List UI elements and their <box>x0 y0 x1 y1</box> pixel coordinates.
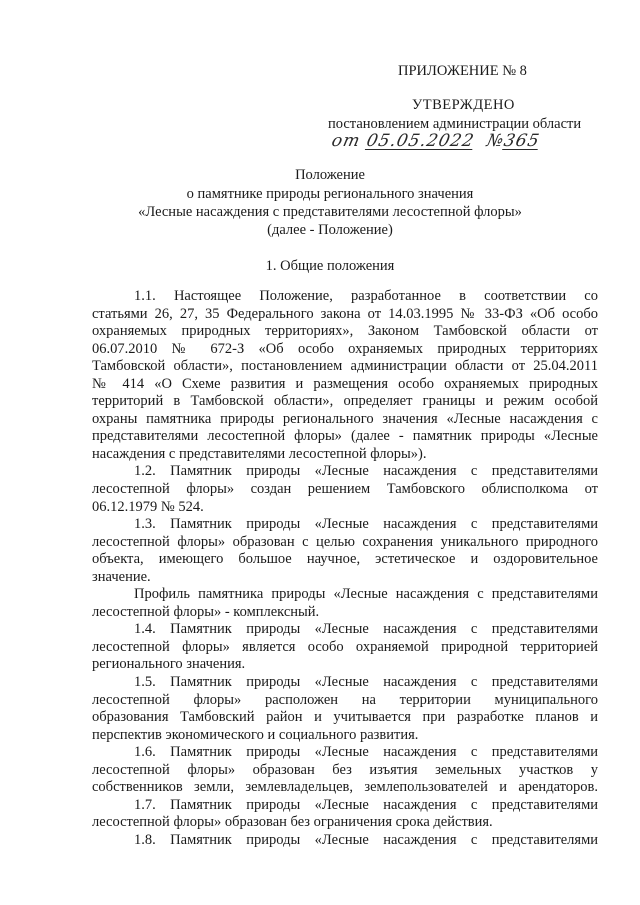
body-line: охраны памятника природы регионального значения «Лесные насаждения с <box>92 410 598 427</box>
body-line: лесостепной флоры» - комплексный. <box>92 603 320 620</box>
body-line: лесостепной флоры» является особо охраняемой природной территорией <box>92 638 598 655</box>
body-line: Профиль памятника природы «Лесные насаждения с представителями <box>134 586 598 603</box>
body-line: 1.2. Памятник природы «Лесные насаждения с представителями <box>134 463 598 480</box>
body-line: территорий в Тамбовской области», определяет границы и режим особой <box>92 393 598 410</box>
body-line: 1.5. Памятник природы «Лесные насаждения с представителями <box>134 674 598 691</box>
body-line: 1.4. Памятник природы «Лесные насаждения с представителями <box>134 621 598 638</box>
handwritten-number: 365 <box>501 131 542 151</box>
body-line: 1.6. Памятник природы «Лесные насаждения с представителями <box>134 744 598 761</box>
document-title: Положение <box>295 167 365 183</box>
body-line: насаждения с представителями лесостепной флоры»). <box>92 445 427 462</box>
body-line: собственников земли, землевладельцев, землепользователей и арендаторов. <box>92 779 598 796</box>
approved-label: УТВЕРЖДЕНО <box>412 97 515 113</box>
body-line: значение. <box>92 568 151 585</box>
body-line: 06.07.2010 № 672-З «Об особо охраняемых природных территориях <box>92 340 598 357</box>
body-line: объекта, имеющего большое научное, эстетическое и оздоровительное <box>92 551 598 568</box>
body-line: перспектив экономического и социального развития. <box>92 726 419 743</box>
body-line: образования Тамбовский район и учитывается при разработке планов и <box>92 709 598 726</box>
body-line: лесостепной флоры» образован с целью сохранения уникального природного <box>92 533 598 550</box>
body-line: 1.7. Памятник природы «Лесные насаждения с представителями <box>134 796 598 813</box>
body-line: регионального значения. <box>92 656 246 673</box>
handwritten-prefix: от <box>329 131 363 151</box>
appendix-label: ПРИЛОЖЕНИЕ № 8 <box>398 63 527 79</box>
body-line: лесостепной флоры» образован без ограничения срока действия. <box>92 814 493 831</box>
body-line: статьями 26, 27, 35 Федерального закона от 14.03.1995 № 33-ФЗ «Об особо <box>92 305 598 322</box>
section-heading: 1. Общие положения <box>265 258 395 274</box>
body-line: 1.8. Памятник природы «Лесные насаждения с представителями <box>134 831 598 848</box>
body-line: № 414 «О Схеме развития и размещения особо охраняемых природных <box>92 375 598 392</box>
body-line: лесостепной флоры» расположен на территории муниципального <box>92 691 598 708</box>
body-line: представителями лесостепной флоры» (далее - памятник природы «Лесные <box>92 428 598 445</box>
handwritten-date-number <box>330 131 542 151</box>
document-body <box>92 288 598 850</box>
title-note: (далее - Положение) <box>267 222 393 238</box>
body-line: 06.12.1979 № 524. <box>92 498 204 515</box>
handwritten-date: 05.05.2022 <box>364 131 477 151</box>
body-line: охраняемых природных территориях», Законом Тамбовской области от <box>92 323 598 340</box>
monument-name: «Лесные насаждения с представителями лесостепной флоры» <box>138 204 522 220</box>
body-line: лесостепной флоры» создан решением Тамбовского облисполкома от <box>92 481 598 498</box>
decree-label: постановлением администрации области <box>328 116 582 132</box>
body-line: 1.3. Памятник природы «Лесные насаждения с представителями <box>134 516 598 533</box>
handwritten-number-sign: № <box>484 131 507 151</box>
body-line: Тамбовской области», постановлением администрации области от 25.04.2011 <box>92 358 598 375</box>
body-line: лесостепной флоры» образован без изъятия земельных участков у <box>92 761 598 778</box>
document-subtitle: о памятнике природы регионального значения <box>186 186 474 202</box>
body-line: 1.1. Настоящее Положение, разработанное в соответствии со <box>134 288 598 304</box>
